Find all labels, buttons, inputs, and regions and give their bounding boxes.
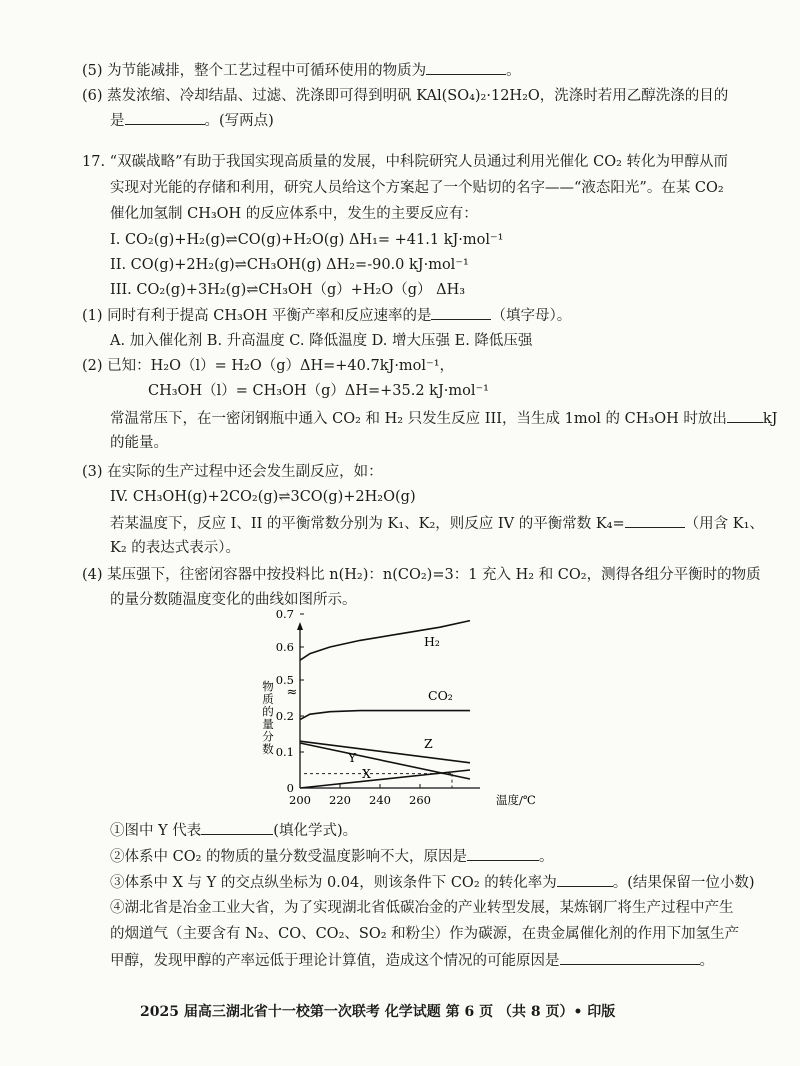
answer-blank-6[interactable] [125,110,205,125]
answer-blank-17-2[interactable] [727,408,763,423]
series-label: CO₂ [428,688,453,703]
sub-question-3-end: K₂ 的表达式表示）。 [110,540,241,556]
series-line-Z [300,741,470,763]
item-3: ③体系中 X 与 Y 的交点纵坐标为 0.04，则该条件下 CO₂ 的转化率为 。(结果保留一位小数) [110,872,755,893]
question-6-cont: 是 。(写两点) [110,110,274,131]
options: A. 加入催化剂 B. 升高温度 C. 降低温度 D. 增大压强 E. 降低压强 [110,333,533,349]
answer-blank-4-4[interactable] [560,950,700,965]
sub-question-2-text: 常温常压下，在一密闭钢瓶中通入 CO₂ 和 H₂ 只发生反应 III，当生成 1mol 的 CH₃OH 时放出 kJ [110,408,777,429]
page-footer: 2025 届高三湖北省十一校第一次联考 化学试题 第 6 页 （共 8 页）• 印版 [140,1004,616,1020]
sub-question-3-text: 若某温度下，反应 I、II 的平衡常数分别为 K₁、K₂，则反应 IV 的平衡常数 K₄= （用含 K₁、 [110,513,764,534]
y-tick-label: 0.7 [275,607,294,621]
series-label: H₂ [424,634,440,649]
question-17-intro: 17. “双碳战略”有助于我国实现高质量的发展，中科院研究人员通过利用光催化 CO₂ 转化为甲醇从而 [82,154,729,170]
question-17-intro-3: 催化加氢制 CH₃OH 的反应体系中，发生的主要反应有： [110,206,478,222]
question-6: (6) 蒸发浓缩、冷却结晶、过滤、洗涤即可得到明矾 KAl(SO₄)₂·12H₂O，洗涤时若用乙醇洗涤的目的 [82,88,729,104]
sub-question-2: (2) 已知：H₂O（l）= H₂O（g）ΔH=+40.7kJ·mol⁻¹， [82,358,455,374]
question-17-intro-2: 实现对光能的存储和利用，研究人员给这个方案起了一个贴切的名字——“液态阳光”。在某 CO₂ [110,180,724,196]
item-2: ②体系中 CO₂ 的物质的量分数受温度影响不大，原因是 。 [110,846,554,867]
x-tick-label: 200 [289,793,311,807]
sub-question-4-cont: 的量分数随温度变化的曲线如图所示。 [110,592,357,608]
y-tick-label: 0.2 [275,709,294,723]
series-label: Z [424,736,433,751]
axis-break-symbol: ≈ [286,685,298,700]
reaction-2: II. CO(g)+2H₂(g)⇌CH₃OH(g) ΔH₂=-90.0 kJ·mol⁻¹ [110,257,469,273]
x-axis-label: 温度/℃ [496,793,536,807]
answer-blank-17-1[interactable] [431,305,491,320]
series-label: Y [348,750,357,765]
chart-frame [261,622,536,807]
item-4-end: 甲醇，发现甲醇的产率远低于理论计算值，造成这个情况的可能原因是 。 [110,950,714,971]
sub-question-2-data: CH₃OH（l）= CH₃OH（g）ΔH=+35.2 kJ·mol⁻¹ [148,383,489,399]
answer-blank-5[interactable] [426,60,506,75]
sub-question-1: (1) 同时有利于提高 CH₃OH 平衡产率和反应速率的是 （填字母）。 [82,305,571,326]
x-tick-label: 240 [369,793,391,807]
y-axis-label: 物质的量分数 [261,680,275,756]
y-tick-label: 0.5 [275,673,294,687]
reaction-1: I. CO₂(g)+H₂(g)⇌CO(g)+H₂O(g) ΔH₁= +41.1 kJ·mol⁻¹ [110,232,504,248]
answer-blank-4-2[interactable] [467,846,539,861]
y-tick-label: 0.6 [275,640,294,654]
series-line-H₂ [300,621,470,661]
y-tick-label: 0 [286,781,294,795]
answer-blank-17-3[interactable] [625,513,685,528]
x-tick-label: 260 [409,793,431,807]
series-label: X [362,766,371,781]
y-tick-label: 0.1 [275,745,294,759]
sub-question-3: (3) 在实际的生产过程中还会发生副反应，如： [82,464,383,480]
x-tick-label: 220 [329,793,351,807]
reaction-3: III. CO₂(g)+3H₂(g)⇌CH₃OH（g）+H₂O（g） ΔH₃ [110,282,466,298]
y-axis-arrow [297,622,303,630]
item-4: ④湖北省是冶金工业大省，为了实现湖北省低碳冶金的产业转型发展，某炼钢厂将生产过程中产生 [110,900,734,916]
reaction-4: IV. CH₃OH(g)+2CO₂(g)⇌3CO(g)+2H₂O(g) [110,489,416,505]
answer-blank-4-1[interactable] [201,820,273,835]
sub-question-2-end: 的能量。 [110,435,168,451]
item-1: ①图中 Y 代表 (填化学式)。 [110,820,357,841]
item-4-cont: 的烟道气（主要含有 N₂、CO、CO₂、SO₂ 和粉尘）作为碳源，在贵金属催化剂的作用下加氢生产 [110,926,740,942]
answer-blank-4-3[interactable] [557,872,613,887]
sub-question-4: (4) 某压强下，往密闭容器中按投料比 n(H₂)：n(CO₂)=3：1 充入 H₂ 和 CO₂，测得各组分平衡时的物质 [82,567,761,583]
question-5: (5) 为节能减排，整个工艺过程中可循环使用的物质为 。 [82,60,521,81]
series-line-CO₂ [300,711,470,720]
series-line-X [300,770,470,788]
mole-fraction-chart [248,607,548,840]
